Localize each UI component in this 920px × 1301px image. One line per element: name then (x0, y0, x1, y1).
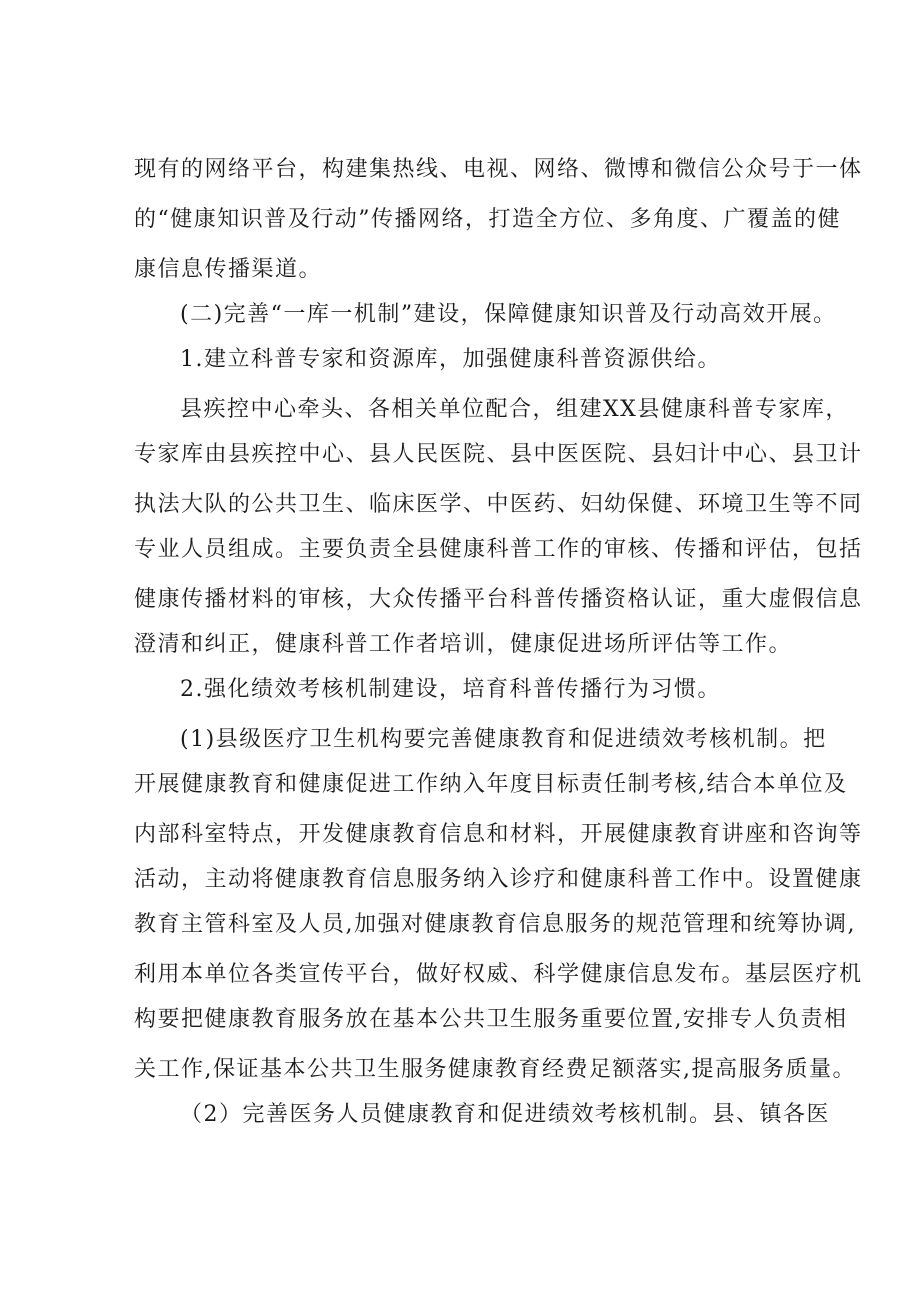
text-line: 内部科室特点，开发健康教育信息和材料，开展健康教育讲座和咨询等 (134, 822, 863, 847)
text-line: 关工作,保证基本公共卫生服务健康教育经费足额落实,提高服务质量。 (134, 1057, 856, 1082)
text-line: 的“健康知识普及行动”传播网络，打造全方位、多角度、广覆盖的健 (134, 207, 841, 232)
text-line: 专业人员组成。主要负责全县健康科普工作的审核、传播和评估，包括 (134, 537, 863, 562)
text-line: 康信息传播渠道。 (134, 257, 323, 282)
text-line: 执法大队的公共卫生、临床医学、中医药、妇幼保健、环境卫生等不同 (134, 492, 863, 517)
section-heading: (二)完善“一库一机制”建设，保障健康知识普及行动高效开展。 (180, 302, 837, 327)
text-line: 专家库由县疾控中心、县人民医院、县中医医院、县妇计中心、县卫计 (134, 442, 863, 467)
text-line: 县疾控中心牵头、各相关单位配合，组建XX县健康科普专家库， (180, 397, 849, 422)
text-line: 利用本单位各类宣传平台，做好权威、科学健康信息发布。基层医疗机 (134, 962, 863, 987)
subsection-heading: 2.强化绩效考核机制建设，培育科普传播行为习惯。 (180, 677, 721, 702)
text-line: 现有的网络平台，构建集热线、电视、网络、微博和微信公众号于一体 (134, 157, 863, 182)
text-line: (1)县级医疗卫生机构要完善健康教育和促进绩效考核机制。把 (180, 727, 827, 752)
text-line: 教育主管科室及人员,加强对健康教育信息服务的规范管理和统筹协调, (134, 912, 856, 937)
text-line: 澄清和纠正，健康科普工作者培训，健康促进场所评估等工作。 (134, 632, 793, 657)
subsection-heading: 1.建立科普专家和资源库，加强健康科普资源供给。 (180, 347, 721, 372)
text-line: 健康传播材料的审核，大众传播平台科普传播资格认证，重大虚假信息 (134, 587, 863, 612)
text-line: 开展健康教育和健康促进工作纳入年度目标责任制考核,结合本单位及 (134, 772, 848, 797)
text-line: （2）完善医务人员健康教育和促进绩效考核机制。县、镇各医 (180, 1102, 830, 1127)
text-line: 活动，主动将健康教育信息服务纳入诊疗和健康科普工作中。设置健康 (134, 867, 863, 892)
text-line: 构要把健康教育服务放在基本公共卫生服务重要位置,安排专人负责相 (134, 1007, 848, 1032)
